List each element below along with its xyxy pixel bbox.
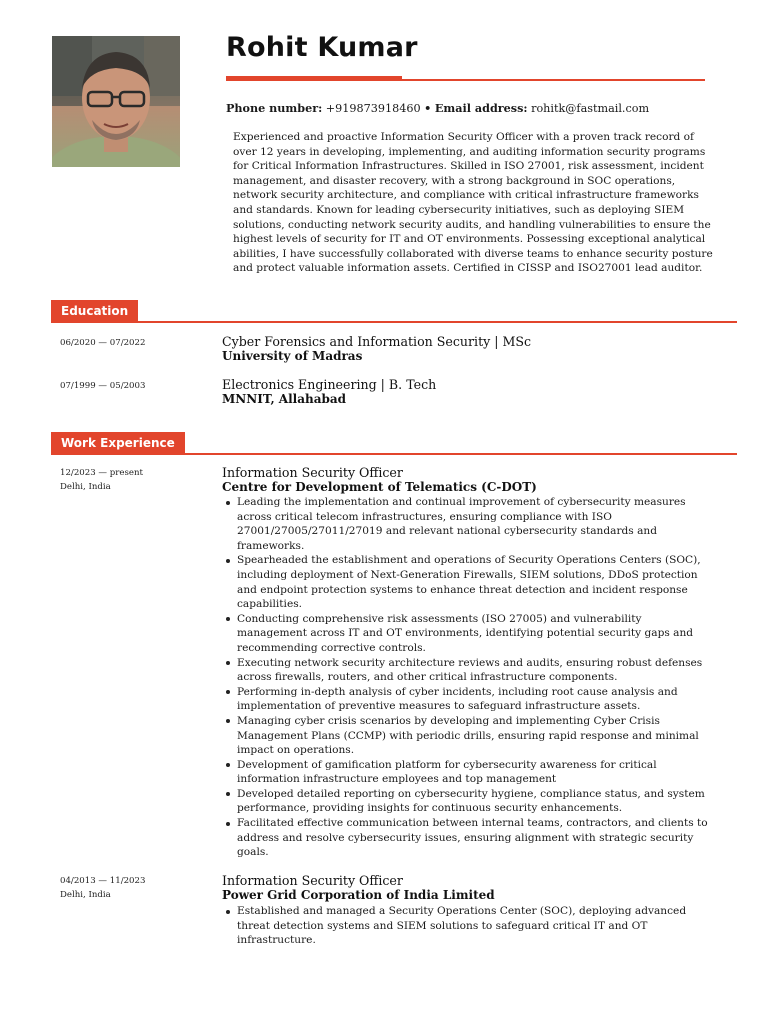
contact-line	[226, 101, 649, 115]
phone-number: +919873918460	[325, 102, 421, 115]
candidate-name: Rohit Kumar	[226, 32, 418, 63]
list-item: Development of gamification platform for cybersecurity awareness for critical information infrastructure employees and top management	[222, 758, 712, 787]
job-bullets	[222, 495, 712, 860]
list-item: Conducting comprehensive risk assessments (ISO 27005) and vulnerability management across IT and OT environments, identifying potential security gaps and recommending corrective controls.	[222, 612, 712, 656]
contact-separator: •	[424, 101, 432, 115]
list-item: Established and managed a Security Operations Center (SOC), deploying advanced threat detection systems and SIEM solutions to safeguard critical IT and OT infrastructure.	[222, 904, 712, 948]
education-date: 06/2020 — 07/2022	[60, 338, 146, 348]
job-company: Centre for Development of Telematics (C-DOT)	[222, 480, 537, 494]
list-item: Leading the implementation and continual improvement of cybersecurity measures across critical telecom infrastructures, ensuring compliance with ISO 27001/27005/27011/27019 and relevant national cybersecurity standards and frameworks.	[222, 495, 712, 553]
job-location: Delhi, India	[60, 890, 111, 900]
job-date: 04/2013 — 11/2023	[60, 876, 146, 886]
list-item: Facilitated effective communication between internal teams, contractors, and clients to address and resolve cybersecurity issues, ensuring alignment with strategic security goals.	[222, 816, 712, 860]
education-degree: Cyber Forensics and Information Security | MSc	[222, 334, 532, 349]
job-location: Delhi, India	[60, 482, 111, 492]
job-title: Information Security Officer	[222, 873, 403, 888]
profile-photo-icon	[52, 36, 180, 167]
list-item: Developed detailed reporting on cybersecurity hygiene, compliance status, and system performance, providing insights for continuous security enhancements.	[222, 787, 712, 816]
job-title: Information Security Officer	[222, 465, 403, 480]
education-heading: Education	[51, 300, 138, 322]
education-school: MNNIT, Allahabad	[222, 392, 347, 406]
profile-photo	[52, 36, 180, 167]
education-rule	[51, 321, 737, 323]
job-company: Power Grid Corporation of India Limited	[222, 888, 495, 902]
list-item: Spearheaded the establishment and operations of Security Operations Centers (SOC), including deployment of Next-Generation Firewalls, SIEM solutions, DDoS protection and endpoint protection systems to enhance threat detection and incident response capabilities.	[222, 553, 712, 611]
list-item: Performing in-depth analysis of cyber incidents, including root cause analysis and implementation of preventive measures to safeguard infrastructure assets.	[222, 685, 712, 714]
work-heading: Work Experience	[51, 432, 185, 454]
education-date: 07/1999 — 05/2003	[60, 381, 146, 391]
profile-summary: Experienced and proactive Information Security Officer with a proven track record of over 12 years in developing, implementing, and auditing information security programs for Critical Information Infrastructures. Skilled in ISO 27001, risk assessment, incident management, and disaster recovery, with a strong background in SOC operations, network security architecture, and compliance with critical infrastructure frameworks and standards. Known for leading cybersecurity initiatives, such as deploying SIEM solutions, conducting network security audits, and handling vulnerabilities to ensure the highest levels of security for IT and OT environments. Possessing exceptional analytical abilities, I have successfully collaborated with diverse teams to enhance security posture and protect valuable information assets. Certified in CISSP and ISO27001 lead auditor.	[233, 131, 713, 275]
phone-label: Phone number:	[226, 101, 323, 115]
list-item: Managing cyber crisis scenarios by developing and implementing Cyber Crisis Management Plans (CCMP) with periodic drills, ensuring rapid response and minimal impact on operations.	[222, 714, 712, 758]
job-date: 12/2023 — present	[60, 468, 143, 478]
list-item: Executing network security architecture reviews and audits, ensuring robust defenses across firewalls, routers, and other critical infrastructure components.	[222, 656, 712, 685]
education-degree: Electronics Engineering | B. Tech	[222, 377, 437, 392]
name-underline-accent	[226, 76, 402, 80]
email-label: Email address:	[434, 101, 528, 115]
email-address: rohitk@fastmail.com	[531, 102, 650, 115]
job-bullets	[222, 904, 712, 948]
education-school: University of Madras	[222, 349, 363, 363]
